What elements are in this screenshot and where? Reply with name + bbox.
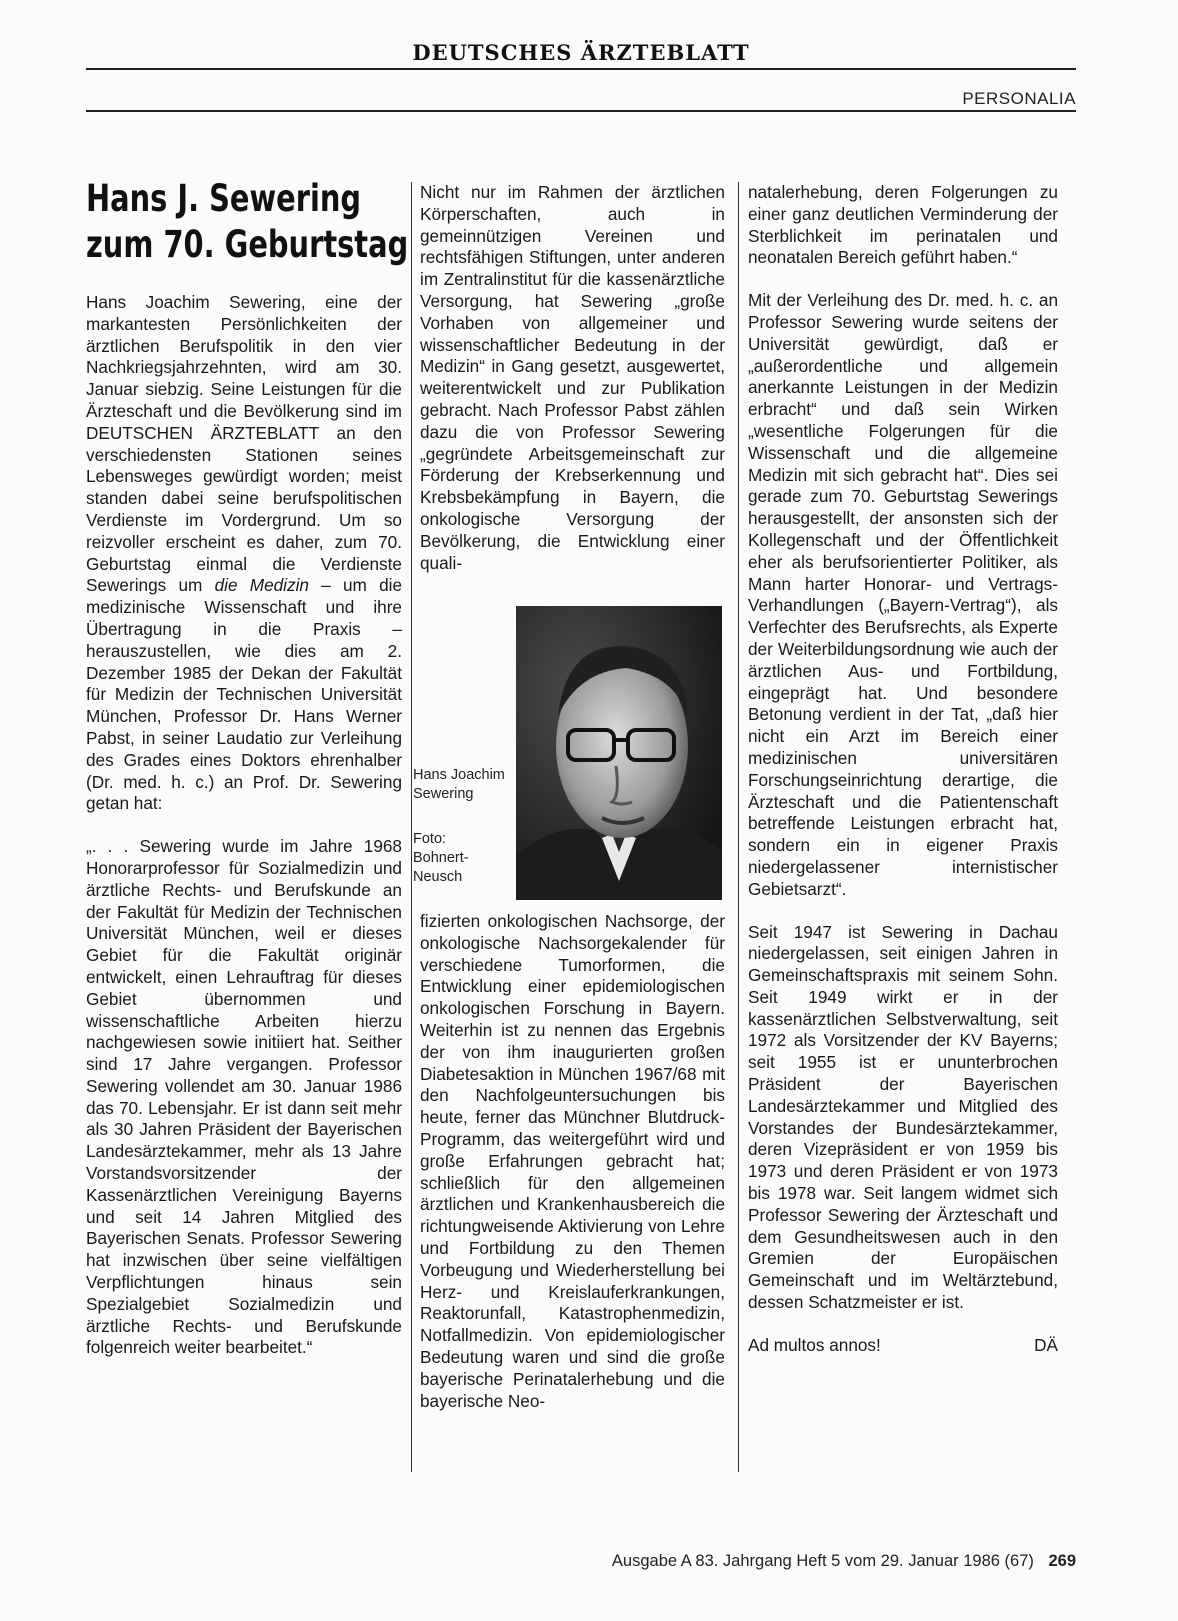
page-number: 269	[1048, 1552, 1076, 1570]
photo-caption-name: Hans Joachim Sewering	[413, 767, 505, 802]
title-line-2: zum 70. Geburtstag	[86, 223, 409, 266]
article-title	[86, 176, 409, 268]
column-3	[748, 182, 1058, 1357]
photo-caption-credit: Foto: Bohnert-Neusch	[413, 831, 469, 885]
column-divider	[411, 182, 412, 1472]
page-footer	[612, 1552, 1076, 1571]
section-rule	[86, 110, 1076, 112]
paragraph: Nicht nur im Rahmen der ärztlichen Körperschaften, auch in gemeinnützigen Vereinen und rechtsfähigen Stiftungen, unter anderen im Zentralinstitut für die kassenärztliche Versorgung, hat Sewering „große Vorhaben von allgemeiner und wissenschaftlicher Bedeutung in der Medizin“ in Gang gesetzt, ausgewertet, weiterentwickelt und zur Publikation gebracht. Nach Professor Pabst zählen dazu die von Professor Sewering „gegründete Arbeitsgemeinschaft zur Förderung der Krebserkennung und Krebsbekämpfung in Bayern, die onkologische Versorgung der Bevölkerung, die Entwicklung einer quali-	[420, 182, 725, 573]
column-divider	[738, 182, 739, 1472]
paragraph-quote: „. . . Sewering wurde im Jahre 1968 Honorarprofessor für Sozialmedizin und ärztliche Rechts- und Berufskunde an der Fakultät für Medizin der Technischen Universität München, weil er dieses Gebiet für die Fakultät originär entwickelt, einen Lehrauftrag für dieses Gebiet übernommen und wissenschaftliche Arbeiten hierzu nachgewiesen sowie initiiert hat. Seither sind 17 Jahre vergangen. Professor Sewering vollendet am 30. Januar 1986 das 70. Lebensjahr. Er ist dann seit mehr als 30 Jahren Präsident der Bayerischen Landesärztekammer, mehr als 13 Jahre Vorstandsvorsitzender der Kassenärztlichen Vereinigung Bayerns und seit 14 Jahren Mitglied des Bayerischen Senats. Professor Sewering hat inzwischen über seine vielfältigen Verpflichtungen hinaus sein Spezialgebiet Sozialmedizin und ärztliche Rechts- und Berufskunde folgenreich weiter bearbeitet.“	[86, 836, 402, 1358]
paragraph: fizierten onkologischen Nachsorge, der onkologische Nachsorgekalender für verschiedene Tumorformen, die Entwicklung einer epidemiologischen onkologischen Forschung in Bayern. Weiterhin ist zu nennen das Ergebnis der von ihm inaugurierten großen Diabetesaktion in München 1967/68 mit den Nachfolgeuntersuchungen bis heute, ferner das Münchner Blutdruck-Programm, das weitergeführt wird und große Erfahrungen gebracht hat; schließlich für den allgemeinen ärztlichen und Krankenhausbereich die richtungweisende Aktivierung von Lehre und Fortbildung zu den Themen Vorbeugung und Wiederherstellung bei Herz- und Kreislauferkrankungen, Reaktorunfall, Katastrophenmedizin, Notfallmedizin. Von epidemiologischer Bedeutung waren und sind die große bayerische Perinatalerhebung und die bayerische Neo-	[420, 911, 725, 1411]
paragraph: Hans Joachim Sewering, eine der markantesten Persönlichkeiten der ärztlichen Berufspolitik in den vier Nachkriegsjahrzehnten, wird am 30. Januar siebzig. Seine Leistungen für die Ärzteschaft und die Bevölkerung sind im DEUTSCHEN ÄRZTEBLATT an den verschiedensten Stationen seines Lebensweges gewürdigt worden; meist standen dabei seine berufspolitischen Verdienste im Vordergrund. Um so reizvoller erscheint es daher, zum 70. Geburtstag einmal die Verdienste Sewerings um die Medizin – um die medizinische Wissenschaft und ihre Übertragung in die Praxis – herauszustellen, wie dies am 2. Dezember 1985 der Dekan der Fakultät für Medizin der Technischen Universität München, Professor Dr. Hans Werner Pabst, in seiner Laudatio zur Verleihung des Grades eines Doktors ehrenhalber (Dr. med. h. c.) an Prof. Dr. Sewering getan hat:	[86, 292, 403, 814]
portrait-illustration	[516, 606, 722, 900]
masthead: DEUTSCHES ÄRZTEBLATT	[412, 40, 750, 65]
section-label: PERSONALIA	[962, 89, 1076, 108]
masthead-rule	[86, 68, 1076, 70]
closing-line	[748, 1335, 1058, 1357]
paragraph: Seit 1947 ist Sewering in Dachau niedergelassen, seit einigen Jahren in Gemeinschaftspraxis mit seinem Sohn. Seit 1949 wirkt er in der kassenärztlichen Selbstverwaltung, seit 1972 als Vorsitzender der KV Bayerns; seit 1955 ist er ununterbrochen Präsident der Bayerischen Landesärztekammer und Mitglied des Vorstandes der Bundesärztekammer, deren Vizepräsident er von 1959 bis 1973 und deren Präsident er von 1973 bis 1978 war. Seit langem widmet sich Professor Sewering der Ärzteschaft und dem Gesundheitswesen auch in den Gremien der Europäischen Gemeinschaft und im Weltärztebund, dessen Schatzmeister er ist.	[748, 921, 1058, 1313]
column-1	[86, 292, 402, 1380]
title-line-1: Hans J. Sewering	[86, 177, 362, 220]
paragraph: natalerhebung, deren Folgerungen zu einer ganz deutlichen Verminderung der Sterblichkeit im perinatalen und neonatalen Bereich geführt haben.“	[748, 182, 1058, 268]
column-2-top	[420, 182, 725, 595]
portrait-photo	[516, 606, 722, 900]
issue-info: Ausgabe A 83. Jahrgang Heft 5 vom 29. Januar 1986 (67)	[611, 1552, 1034, 1570]
paragraph: Mit der Verleihung des Dr. med. h. c. an Professor Sewering wurde seitens der Universität gewürdigt, daß er „außerordentliche und allgemein anerkannte Leistungen in der Medizin erbracht“ und daß sein Wirken „wesentliche Folgerungen für die Wissenschaft und die allgemeine Medizin mit sich gebracht hat“. Dies sei gerade zum 70. Geburtstag Sewerings herausgestellt, der ansonsten sich der Kollegenschaft und der Öffentlichkeit eher als berufsorientierter Politiker, als Mann harter Honorar- und Vertrags-Verhandlungen („Bayern-Vertrag“), als Verfechter des Berufsrechts, als Experte der Weiterbildungsordnung wie auch der ärztlichen Aus- und Fortbildung, eingeprägt hat. Und besondere Betonung verdient in der Tat, „daß hier nicht ein Arzt im Bereich einer medizinischen universitären Forschungseinrichtung derartige, die Ärzteschaft und die Patientenschaft betreffende Leistungen erbracht hat, sondern ein in eigener Praxis niedergelassener internistischer Gebietsarzt“.	[748, 290, 1058, 899]
column-2-bottom	[420, 911, 725, 1433]
author-signature: DÄ	[1034, 1334, 1058, 1355]
emphasis: die Medizin	[214, 575, 309, 596]
closing-greeting: Ad multos annos!	[748, 1334, 881, 1355]
